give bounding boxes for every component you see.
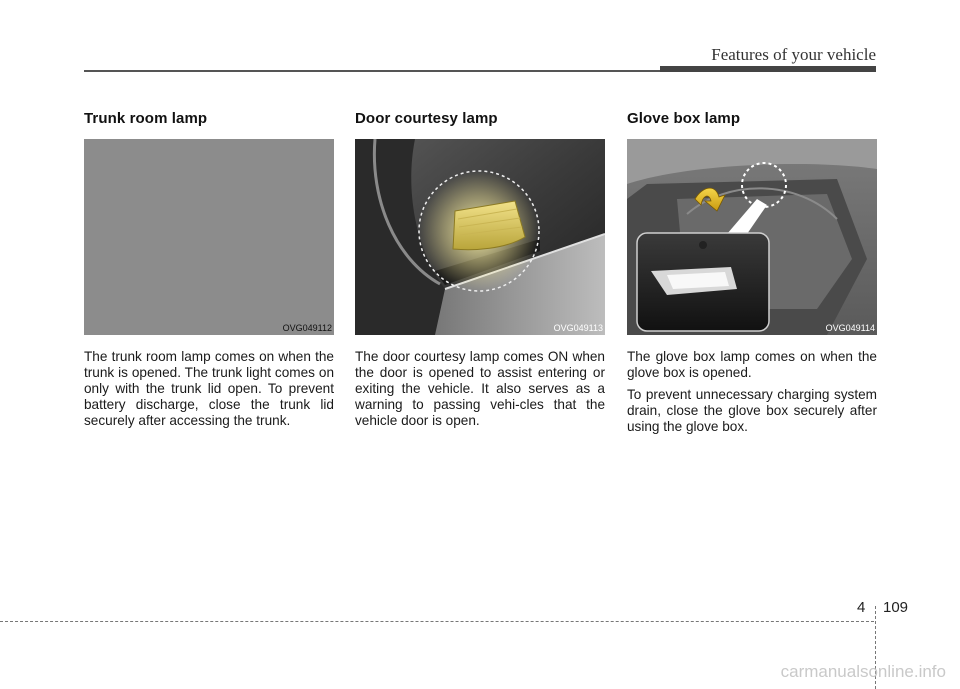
section-title: Glove box lamp	[627, 110, 741, 127]
header-title: Features of your vehicle	[711, 45, 876, 64]
image-code: OVG049113	[553, 323, 603, 333]
section-paragraph: To prevent unnecessary charging system drain, close the glove box securely after using the glove box.	[627, 387, 877, 434]
header-rule-accent	[660, 66, 876, 72]
section-paragraph: The door courtesy lamp comes ON when the door is opened to assist entering or exiting the vehicle. It also serves as a warning to passing vehi-cles that the vehicle door is open.	[355, 349, 605, 428]
section-door-courtesy-lamp	[355, 110, 605, 429]
footer-rule	[0, 621, 874, 622]
image-code: OVG049114	[825, 323, 875, 333]
chapter-number: 4	[857, 599, 866, 616]
section-paragraph: The trunk room lamp comes on when the trunk is opened. The trunk light comes on only with the trunk lid open. To prevent battery discharge, close the trunk lid securely after accessing the trunk.	[84, 349, 334, 428]
page-number: 109	[883, 599, 909, 616]
watermark: carmanualsonline.info	[780, 662, 946, 681]
section-glove-box-lamp	[627, 110, 877, 435]
section-title: Trunk room lamp	[84, 110, 208, 127]
glove-box-lamp-illustration	[627, 139, 877, 335]
door-lamp-illustration	[355, 139, 605, 335]
section-trunk-room-lamp	[84, 110, 334, 429]
image-code: OVG049112	[282, 323, 332, 333]
section-paragraph: The glove box lamp comes on when the glove box is opened.	[627, 349, 877, 380]
trunk-lamp-illustration	[84, 139, 334, 335]
section-title: Door courtesy lamp	[355, 110, 498, 127]
